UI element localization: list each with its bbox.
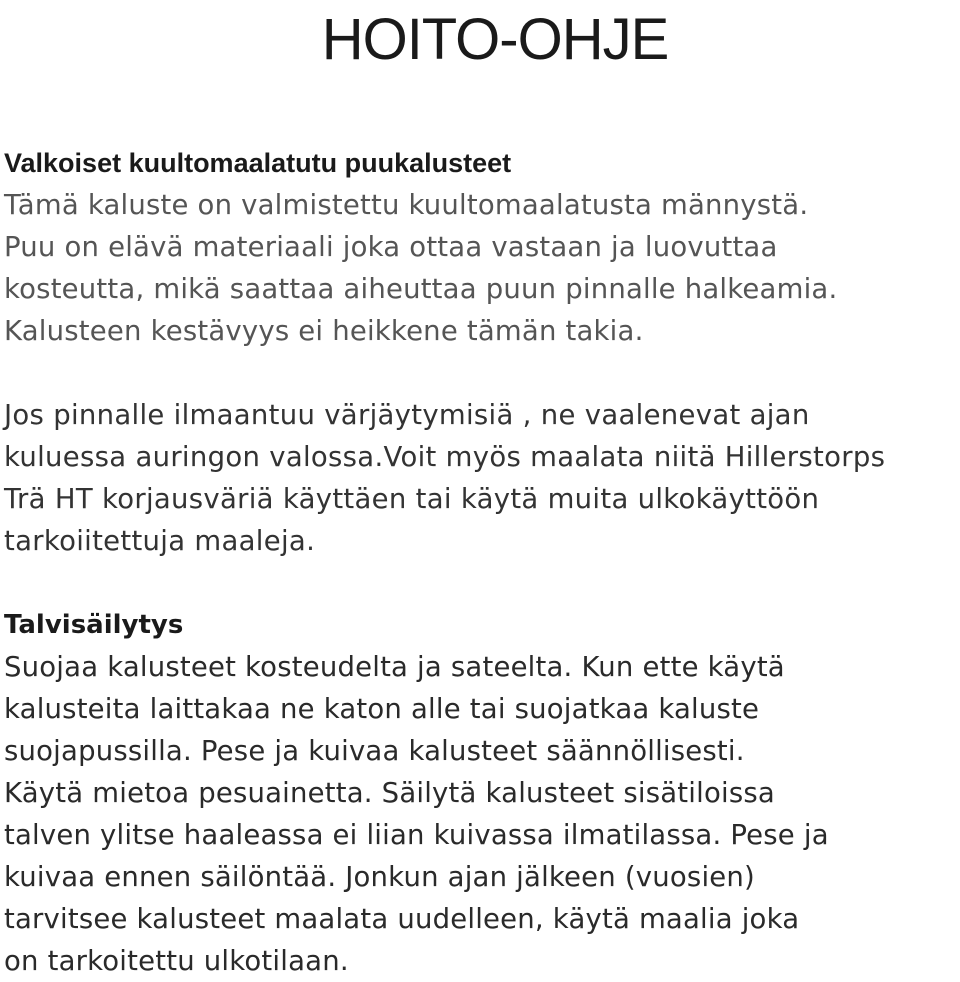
section-winter-storage	[4, 604, 960, 982]
paragraph-line: kuivaa ennen säilöntää. Jonkun ajan jälkeen (vuosien)	[4, 861, 755, 893]
paragraph-line: kalusteita laittakaa ne katon alle tai suojatkaa kaluste	[4, 693, 760, 725]
paragraph-line: kosteutta, mikä saattaa aiheuttaa puun pinnalle halkeamia.	[4, 273, 838, 305]
paragraph-line: on tarkoitettu ulkotilaan.	[4, 945, 349, 977]
section-heading: Valkoiset kuultomaalatutu puukalusteet	[4, 148, 512, 178]
paragraph-line: Kalusteen kestävyys ei heikkene tämän takia.	[4, 315, 644, 347]
paragraph-line: tarvitsee kalusteet maalata uudelleen, käytä maalia joka	[4, 903, 800, 935]
paragraph-line: Puu on elävä materiaali joka ottaa vastaan ja luovuttaa	[4, 231, 778, 263]
section-discoloration	[4, 394, 960, 562]
paragraph-line: talven ylitse haaleassa ei liian kuivassa ilmatilassa. Pese ja	[4, 819, 829, 851]
paragraph-line: Trä HT korjausväriä käyttäen tai käytä muita ulkokäyttöön	[4, 483, 820, 515]
paragraph-line: tarkoiitettuja maaleja.	[4, 525, 316, 557]
page-title: HOITO-OHJE	[321, 7, 669, 72]
section-furniture-info	[4, 142, 960, 352]
paragraph-line: Käytä mietoa pesuainetta. Säilytä kalusteet sisätiloissa	[4, 777, 775, 809]
paragraph-line: suojapussilla. Pese ja kuivaa kalusteet säännöllisesti.	[4, 735, 745, 767]
paragraph-line: kuluessa auringon valossa.Voit myös maalata niitä Hillerstorps	[4, 441, 886, 473]
paragraph-line: Jos pinnalle ilmaantuu värjäytymisiä , ne vaalenevat ajan	[4, 399, 810, 431]
section-heading: Talvisäilytys	[4, 610, 184, 640]
paragraph-line: Tämä kaluste on valmistettu kuultomaalatusta männystä.	[4, 189, 809, 221]
paragraph-line: Suojaa kalusteet kosteudelta ja sateelta. Kun ette käytä	[4, 651, 785, 683]
